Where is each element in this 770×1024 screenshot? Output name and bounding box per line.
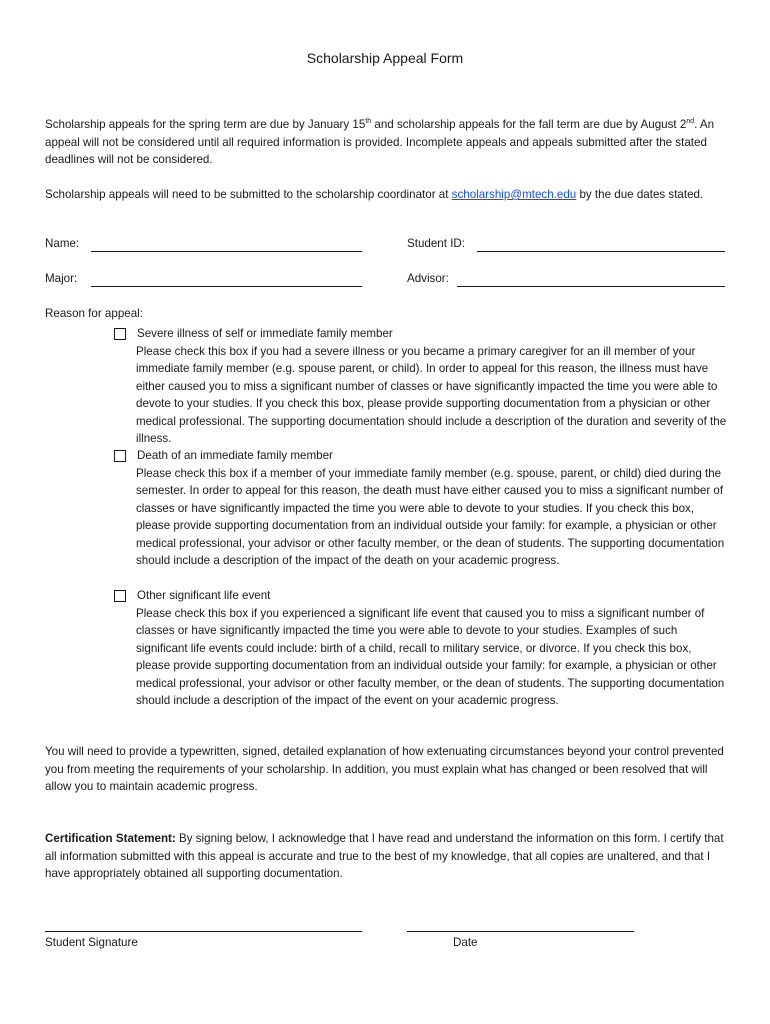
reason-description: Please check this box if you had a severe illness or you became a primary caregiver for an ill member of your immediate family member (e.g. spouse parent, or child). In order to appeal for this reason, the illness must have either caused you to miss a significant number of classes or have significantly impacted the time you were able to devote to your studies. If you check this box, please provide supporting documentation from a physician or other medical professional. The supporting documentation should include a description of the duration and severity of the illness. [136, 344, 727, 445]
submit-paragraph [45, 186, 735, 204]
illness-checkbox[interactable] [114, 328, 126, 340]
reason-title: Death of an immediate family member [137, 449, 333, 462]
date-label: Date [453, 936, 478, 949]
intro-sup-1: th [365, 118, 372, 126]
advisor-label: Advisor: [407, 272, 449, 285]
major-label: Major: [45, 272, 78, 285]
student-id-label: Student ID: [407, 237, 466, 250]
reason-description: Please check this box if a member of your immediate family member (e.g. spouse, parent, or child) died during the semester. In order to appeal for this reason, the death must have either caused you to miss a significant number of classes or have significantly impacted the time you were able to devote to your studies. If you check this box, please provide supporting documentation from an individual outside your family: for example, a physician or other medical professional, your advisor or other faculty member, or the dean of students. The supporting documentation should include a description of the impact of the death on your academic progress. [136, 466, 725, 567]
certification-text: By signing below, I acknowledge that I have read and understand the information on this form. I certify that all information submitted with this appeal is accurate and true to the best of my knowledge, that all copies are unaltered, and that I have appropriately obtained all supporting documentation. [45, 832, 724, 880]
submit-text-after: by the due dates stated. [576, 188, 704, 201]
intro-sup-2: nd [686, 118, 695, 126]
reason-item-death [114, 447, 734, 570]
name-field[interactable] [91, 251, 362, 252]
reason-title: Other significant life event [137, 589, 271, 602]
signature-label: Student Signature [45, 936, 138, 949]
reason-item-life-event [114, 587, 734, 710]
email-link[interactable]: scholarship@mtech.edu [451, 188, 577, 201]
death-checkbox[interactable] [114, 450, 126, 462]
intro-text-3: . An appeal will not be considered until all required information is provided. Incomplete appeals and appeals submitted after the stated deadlines will not be considered. [45, 118, 715, 166]
intro-text-1: Scholarship appeals for the spring term are due by January 15 [45, 118, 366, 131]
name-label: Name: [45, 237, 80, 250]
date-field[interactable] [407, 931, 634, 932]
explanation-paragraph: You will need to provide a typewritten, signed, detailed explanation of how extenuating circumstances beyond your control prevented you from meeting the requirements of your scholarship. In addition, you must explain what has changed or been resolved that will allow you to maintain academic progress. [45, 745, 724, 793]
certification-paragraph [45, 830, 735, 883]
intro-text-2: and scholarship appeals for the fall term are due by August 2 [371, 118, 687, 131]
reason-item-illness [114, 325, 734, 448]
submit-text-before: Scholarship appeals will need to be submitted to the scholarship coordinator at [45, 188, 452, 201]
intro-paragraph [45, 116, 735, 169]
reason-description: Please check this box if you experienced a significant life event that caused you to miss a significant number of classes or have significantly impacted the time you were able to devote to your studies. Examples of such significant life events could include: birth of a child, recall to military service, or divorce. If you check this box, please provide supporting documentation from an individual outside your family: for example, a physician or other medical professional, your advisor or other faculty member, or the dean of students. The supporting documentation should include a description of the impact of the event on your academic progress. [136, 606, 725, 707]
form-title: Scholarship Appeal Form [306, 50, 464, 66]
life-event-checkbox[interactable] [114, 590, 126, 602]
advisor-field[interactable] [457, 286, 725, 287]
student-id-field[interactable] [477, 251, 725, 252]
major-field[interactable] [91, 286, 362, 287]
reason-title: Severe illness of self or immediate family member [137, 327, 393, 340]
certification-heading: Certification Statement: [45, 832, 176, 845]
signature-field[interactable] [45, 931, 362, 932]
reason-label: Reason for appeal: [45, 307, 143, 320]
